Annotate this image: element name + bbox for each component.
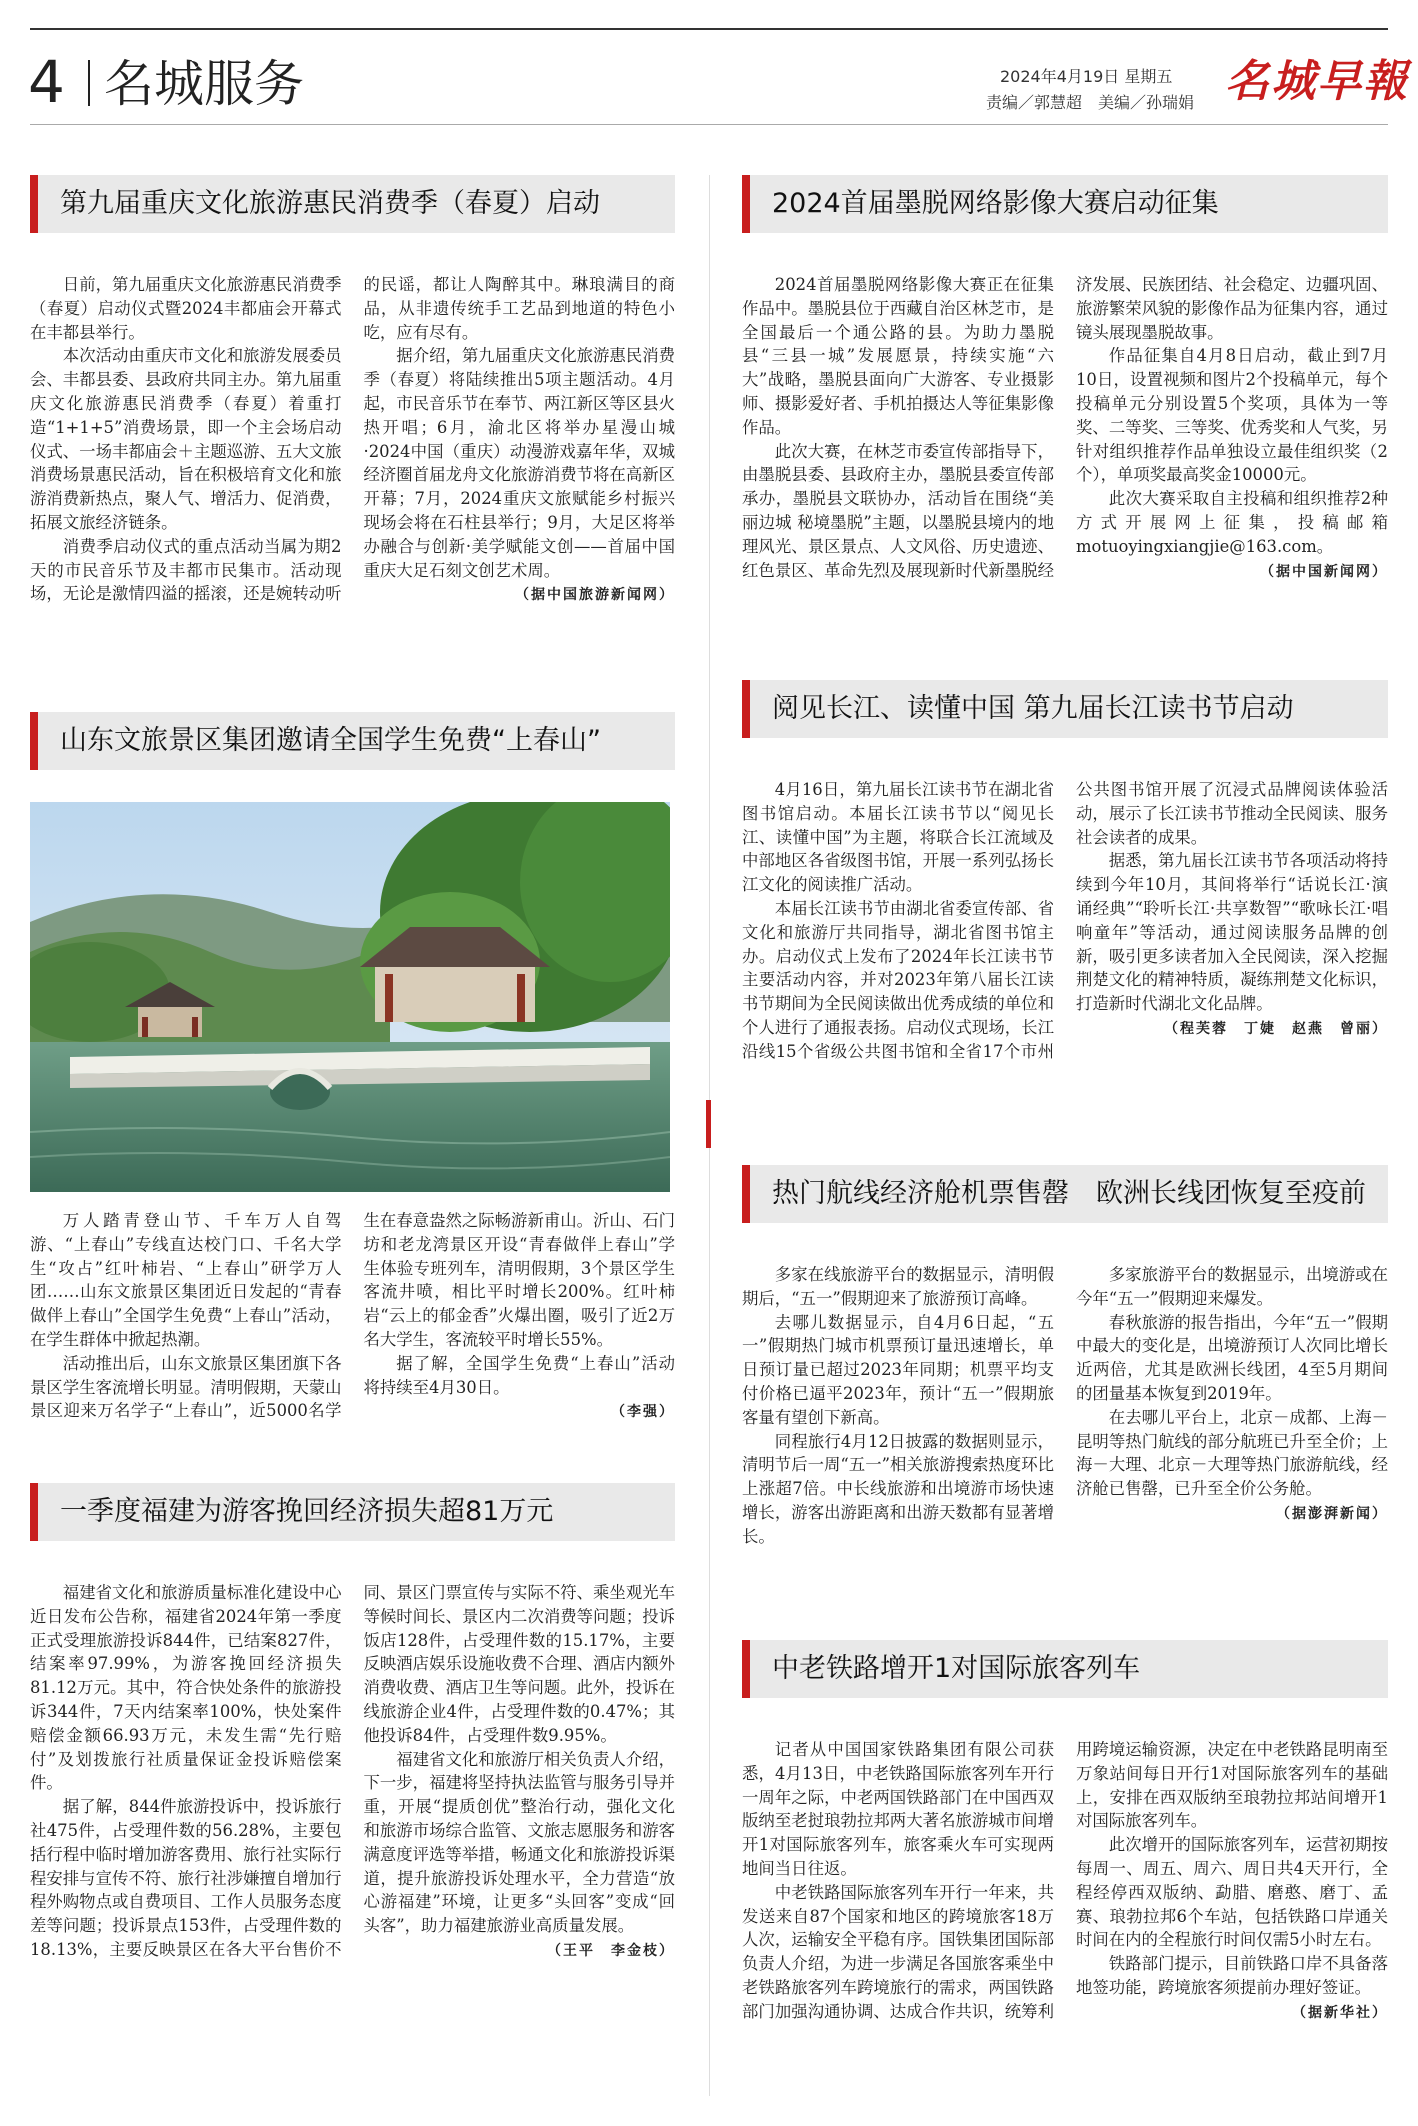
article-title: 第九届重庆文化旅游惠民消费季（春夏）启动 (60, 188, 600, 219)
article-medog-photo-contest (742, 175, 1388, 645)
article-source: （据中国旅游新闻网） (515, 587, 675, 604)
paragraph: 据悉，第九届长江读书节各项活动将持续到今年10月，其间将举行“话说长江·演诵经典”“聆听长江·共享数智”“歌咏长江·唱响童年”等活动，通过阅读服务品牌的创新，吸引更多读者加入全民阅读，深入挖掘荆楚文化的精神特质，凝练荆楚文化标识，打造新时代湖北文化品牌。 (1076, 851, 1388, 1014)
paragraph: 多家旅游平台的数据显示，出境游或在今年“五一”假期迎来爆发。 (1076, 1265, 1388, 1308)
paragraph: 据了解，844件旅游投诉中，投诉旅行社475件，占受理件数的56.28%，主要包括行程中临时增加游客费用、旅行社实际行程安排与宣传不符、旅行社涉嫌擅自增加行程外购物点或自费项目、工作人员服务态度差等问题；投诉景点153件，占受理件数的18.13%，主要反映景区在各大平台售价不同、景区门票宣传与实际不符、乘坐观光车等候时间长、景区内二次消费等问题；投诉饭店128件，占受理件数的15.17%，主要反映酒店娱乐设施收费不合理、酒店内额外消费收费、酒店卫生等问题。此外，投诉在线旅游企业4件，占受理件数的0.47%；其他投诉84件，占受理件数9.95%。 (30, 1583, 675, 1959)
paragraph: 消费季启动仪式的重点活动当属为期2天的市民音乐节及丰都市民集市。活动现场，无论是激情四溢的摇滚，还是婉转动听的民谣，都让人陶醉其中。琳琅满目的商品，从非遗传统手工艺品到地道的特色小吃，应有尽有。 (30, 275, 675, 604)
paragraph: 多家在线旅游平台的数据显示，清明假期后，“五一”假期迎来了旅游预订高峰。 (742, 1265, 1054, 1308)
article-body (30, 1209, 675, 1474)
headline-bar (742, 1640, 1388, 1698)
paragraph: 此次大赛，在林芝市委宣传部指导下，由墨脱县委、县政府主办，墨脱县委宣传部承办，墨脱县文联协办，活动旨在围绕“美丽边城 秘境墨脱”主题，以墨脱县境内的地理风光、景区景点、人文风俗、历史遗迹、红色景区、革命先烈及展现新时代新墨脱经济发展、民族团结、社会稳定、边疆巩固、旅游繁荣风貌的影像作品为征集内容，通过镜头展现墨脱故事。 (742, 275, 1388, 580)
red-marker (706, 1100, 711, 1148)
paragraph: 在去哪儿平台上，北京－成都、上海－昆明等热门航线的部分航班已升至全价；上海－大理、北京－大理等热门旅游航线，经济舱已售罄，已升至全价公务舱。 (1076, 1407, 1388, 1499)
article-body (742, 1738, 1388, 2105)
article-source: （据中国新闻网） (1260, 563, 1388, 580)
paragraph: 记者从中国国家铁路集团有限公司获悉，4月13日，中老铁路国际旅客列车开行一周年之际，中老两国铁路部门在中国西双版纳至老挝琅勃拉邦两大著名旅游城市间增开1对国际旅客列车，旅客乘火车可实现两地间当日往返。 (742, 1740, 1054, 1878)
article-china-laos-railway (742, 1640, 1388, 2105)
article-flight-tickets (742, 1165, 1388, 1605)
article-title: 一季度福建为游客挽回经济损失超81万元 (60, 1496, 554, 1527)
paragraph: 去哪儿数据显示，自4月6日起，“五一”假期热门城市机票预订量迅速增长，单日预订量已超过2023年同期；机票平均支付价格已逼平2023年，预计“五一”假期旅客量有望创下新高。 (742, 1312, 1054, 1427)
article-source: （王平 李金枝） (547, 1942, 675, 1959)
article-title: 阅见长江、读懂中国 第九届长江读书节启动 (772, 693, 1294, 724)
article-body (30, 1581, 675, 2103)
paragraph: 本届长江读书节由湖北省委宣传部、省文化和旅游厅共同指导，湖北省图书馆主办。启动仪式上发布了2024年长江读书节主要活动内容，并对2023年第八届长江读书节期间为全民阅读做出优秀成绩的单位和个人进行了通报表扬。启动仪式现场，长江沿线15个省级公共图书馆和全省17个市州公共图书馆开展了沉浸式品牌阅读体验活动，展示了长江读书节推动全民阅读、服务社会读者的成果。 (742, 780, 1388, 1061)
paragraph: 据了解，全国学生免费“上春山”活动将持续至4月30日。 (363, 1353, 675, 1397)
paragraph: 日前，第九届重庆文化旅游惠民消费季（春夏）启动仪式暨2024丰都庙会开幕式在丰都县举行。 (30, 275, 342, 342)
article-body (742, 778, 1388, 1135)
top-rule (30, 28, 1388, 30)
section-title: 名城服务 (104, 55, 304, 113)
article-fujian-complaints (30, 1483, 675, 2103)
scenic-lake-pavilion-photo (30, 802, 670, 1192)
article-title: 2024首届墨脱网络影像大赛启动征集 (772, 188, 1219, 219)
article-source: （据新华社） (1292, 2004, 1388, 2021)
article-source: （李强） (611, 1404, 675, 1421)
issue-date: 2024年4月19日 星期五 (1000, 67, 1173, 86)
article-body (742, 1263, 1388, 1605)
page-number: 4 (28, 48, 65, 116)
article-source: （据澎湃新闻） (1276, 1505, 1388, 1522)
headline-bar (30, 712, 675, 770)
paragraph: 福建省文化和旅游质量标准化建设中心近日发布公告称，福建省2024年第一季度正式受理旅游投诉844件，已结案827件，结案率97.99%，为游客挽回经济损失81.12万元。其中，符合快处条件的旅游投诉344件，7天内结案率100%，快处案件赔偿金额66.93万元，未发生需“先行赔付”及划拨旅行社质量保证金投诉赔偿案件。 (30, 1583, 342, 1793)
paragraph: 春秋旅游的报告指出，今年“五一”假期中最大的变化是，出境游预订人次同比增长近两倍，尤其是欧洲长线团，4至5月期间的团量基本恢复到2019年。 (1076, 1312, 1388, 1403)
paragraph: 作品征集自4月8日启动，截止到7月10日，设置视频和图片2个投稿单元，每个投稿单元分别设置5个奖项，具体为一等奖、二等奖、三等奖、优秀奖和人气奖，另针对组织推荐作品单独设立最佳组织奖（2个），单项奖最高奖金10000元。 (1076, 346, 1388, 485)
paragraph: 4月16日，第九届长江读书节在湖北省图书馆启动。本届长江读书节以“阅见长江、读懂中国”为主题，将联合长江流域及中部地区各省级图书馆，开展一系列弘扬长江文化的阅读推广活动。 (742, 780, 1054, 895)
paragraph: 2024首届墨脱网络影像大赛正在征集作品中。墨脱县位于西藏自治区林芝市，是全国最后一个通公路的县。为助力墨脱县“三县一城”发展愿景，持续实施“六大”战略，墨脱县面向广大游客、专业摄影师、摄影爱好者、手机拍摄达人等征集影像作品。 (742, 275, 1054, 437)
headline-bar (742, 680, 1388, 738)
paragraph: 此次增开的国际旅客列车，运营初期按每周一、周五、周六、周日共4天开行，全程经停西双版纳、勐腊、磨憨、磨丁、孟赛、琅勃拉邦6个车站，包括铁路口岸通关时间在内的全程旅行时间仅需5小时左右。 (1076, 1835, 1388, 1950)
headline-bar (30, 1483, 675, 1541)
headline-bar (742, 175, 1388, 233)
paragraph: 据介绍，第九届重庆文化旅游惠民消费季（春夏）将陆续推出5项主题活动。4月起，市民音乐节在奉节、两江新区等区县火热开唱；6月，渝北区将举办星漫山城·2024中国（重庆）动漫游戏嘉年华，双城经济圈首届龙舟文化旅游消费节将在高新区开幕；7月，2024重庆文旅赋能乡村振兴现场会将在石柱县举行；9月，大足区将举办融合与创新·美学赋能文创——首届中国重庆大足石刻文创艺术周。 (363, 346, 675, 580)
paragraph: 同程旅行4月12日披露的数据则显示，清明节后一周“五一”相关旅游搜索热度环比上涨超7倍。中长线旅游和出境游市场快速增长，游客出游距离和出游天数都有显著增长。 (742, 1431, 1054, 1546)
paragraph: 中老铁路国际旅客列车开行一年来，共发送来自87个国家和地区的跨境旅客18万人次，运输安全平稳有序。国铁集团国际部负责人介绍，为进一步满足各国旅客乘坐中老铁路旅客列车跨境旅行的需求，两国铁路部门加强沟通协调、达成合作共识，统筹利用跨境运输资源，决定在中老铁路昆明南至万象站间每日开行1对国际旅客列车的基础上，安排在西双版纳至琅勃拉邦站间增开1对国际旅客列车。 (742, 1740, 1388, 2021)
article-title: 热门航线经济舱机票售罄 欧洲长线团恢复至疫前 (772, 1178, 1366, 1209)
scenic-photo-illustration (30, 802, 670, 1192)
header-rule (30, 124, 1388, 125)
page-number-divider (88, 60, 90, 106)
article-shandong-spring-mountain (30, 712, 675, 1472)
article-body (30, 273, 675, 663)
article-body (742, 273, 1388, 645)
article-changjiang-reading-festival (742, 680, 1388, 1135)
article-title: 中老铁路增开1对国际旅客列车 (772, 1653, 1141, 1684)
headline-bar (742, 1165, 1388, 1223)
newspaper-logo: 名城早報 (1225, 56, 1409, 107)
paragraph: 活动推出后，山东文旅景区集团旗下各景区学生客流增长明显。清明假期，天蒙山景区迎来万名学子“上春山”，近5000名学生在春意盎然之际畅游新甫山。沂山、石门坊和老龙湾景区开设“青春做伴上春山”学生体验专班列车，清明假期，3个景区学生客流井喷，相比平时增长200%。红叶柿岩“云上的郁金香”火爆出圈，吸引了近2万名大学生，客流较平时增长55%。 (30, 1211, 675, 1421)
article-chongqing-consumption-season (30, 175, 675, 675)
article-title: 山东文旅景区集团邀请全国学生免费“上春山” (60, 725, 601, 756)
editor-credits: 责编／郭慧超 美编／孙瑞娟 (986, 93, 1195, 112)
paragraph: 福建省文化和旅游厅相关负责人介绍，下一步，福建将坚持执法监管与服务引导并重，开展“提质创优”整治行动，强化文化和旅游市场综合监管、文旅志愿服务和游客满意度评选等举措，畅通文化和旅游投诉渠道，提升旅游投诉处理水平，全力营造“放心游福建”环境，让更多“头回客”变成“回头客”，助力福建旅游业高质量发展。 (363, 1749, 675, 1936)
paragraph: 万人踏青登山节、千车万人自驾游、“上春山”专线直达校门口、千名大学生“攻占”红叶柿岩、“上春山”研学万人团……山东文旅景区集团近日发起的“青春做伴上春山”全国学生免费“上春山”活动，在学生群体中掀起热潮。 (30, 1211, 342, 1349)
article-source: （程芙蓉 丁婕 赵燕 曾丽） (1164, 1020, 1388, 1037)
paragraph: 本次活动由重庆市文化和旅游发展委员会、丰都县委、县政府共同主办。第九届重庆文化旅游惠民消费季（春夏）着重打造“1+1+5”消费场景，即一个主会场启动仪式、一场丰都庙会＋主题巡游、五大文旅消费场景惠民活动，旨在积极培育文化和旅游消费新热点，聚人气、增活力、促消费，拓展文旅经济链条。 (30, 346, 342, 532)
paragraph: 铁路部门提示，目前铁路口岸不具备落地签功能，跨境旅客须提前办理好签证。 (1076, 1954, 1388, 1997)
headline-bar (30, 175, 675, 233)
paragraph: 此次大赛采取自主投稿和组织推荐2种方式开展网上征集，投稿邮箱motuoyingxiangjie@163.com。 (1076, 489, 1388, 556)
